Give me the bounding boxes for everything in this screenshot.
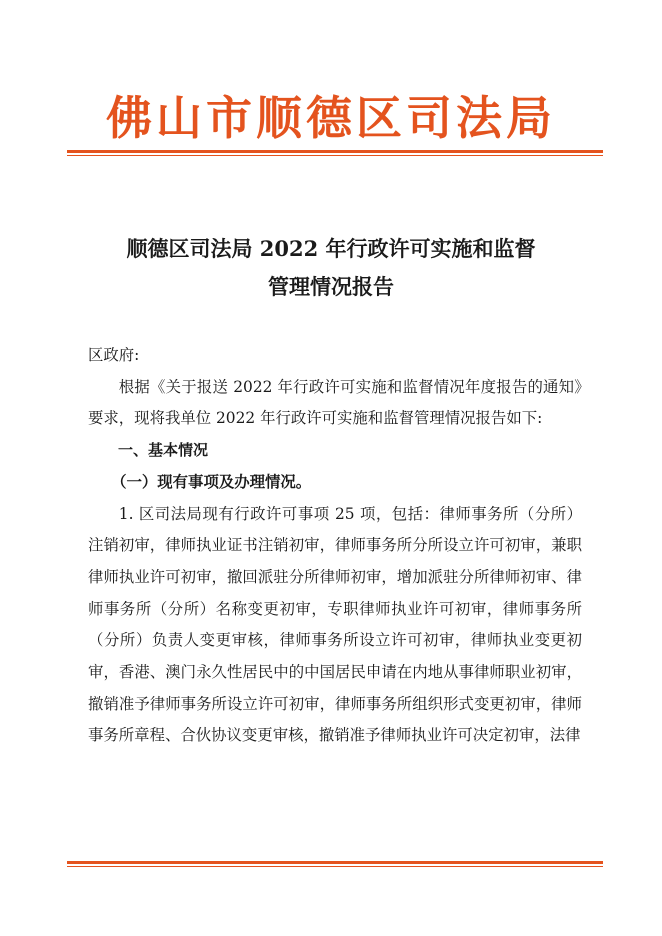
body-paragraph: 1. 区司法局现有行政许可事项 25 项，包括：律师事务所（分所）注销初审，律师执业证书注销初审，律师事务所分所设立许可初审，兼职律师执业许可初审，撤回派驻分所律师初审，增加派驻分所律师初审、律师事务所（分所）名称变更初审，专职律师执业许可初审，律师事务所（分所）负责人变更审核，律师事务所设立许可初审，律师执业变更初审，香港、澳门永久性居民中的中国居民申请在内地从事律师职业初审，撤销准予律师事务所设立许可初审，律师事务所组织形式变更初审，律师事务所章程、合伙协议变更审核，撤销准予律师执业许可决定初审，法律	[88, 504, 582, 745]
title-line-1: 顺德区司法局 2022 年行政许可实施和监督	[126, 236, 536, 261]
section-heading: 一、基本情况	[118, 441, 209, 460]
divider-thin-line	[67, 155, 603, 156]
letterhead-divider-top	[67, 150, 603, 156]
salutation: 区政府:	[88, 346, 140, 364]
letterhead-divider-bottom	[67, 861, 603, 867]
document-title	[60, 230, 602, 306]
intro-paragraph: 根据《关于报送 2022 年行政许可实施和监督情况年度报告的通知》要求，现将我单位 2022 年行政许可实施和监督管理情况报告如下:	[88, 377, 582, 428]
document-body	[88, 340, 582, 752]
divider-thin-line	[67, 866, 603, 867]
subsection-heading: （一）现有事项及办理情况。	[111, 472, 312, 491]
title-line-2: 管理情况报告	[268, 274, 394, 299]
letterhead-org-name: 佛山市顺德区司法局	[106, 91, 556, 145]
